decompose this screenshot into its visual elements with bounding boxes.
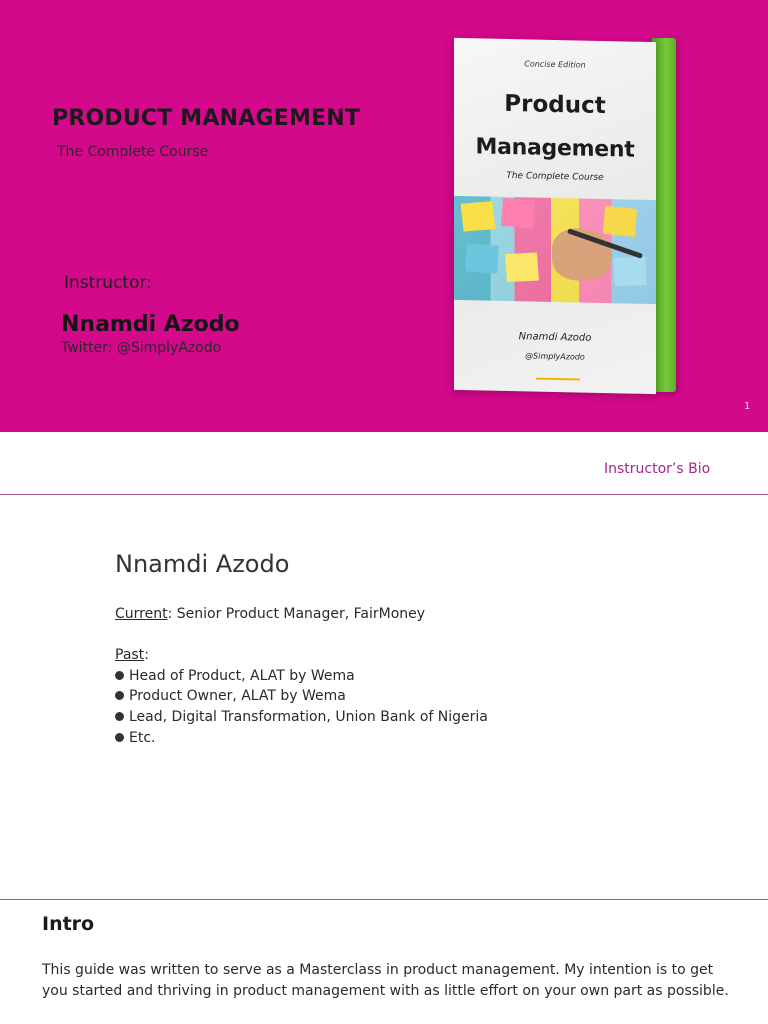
book-cover-image — [452, 34, 678, 396]
divider — [0, 899, 768, 900]
instructor-twitter: Twitter: @SimplyAzodo — [61, 340, 222, 356]
bullet-icon — [115, 712, 124, 721]
book-front — [454, 38, 656, 394]
bullet-icon — [115, 691, 124, 700]
book-author: Nnamdi Azodo — [518, 331, 592, 344]
section-header: Instructor’s Bio — [604, 461, 711, 477]
book-handle: @SimplyAzodo — [525, 351, 585, 362]
list-item — [115, 688, 346, 704]
sticky-note — [501, 198, 535, 229]
sticky-note — [461, 201, 496, 232]
sticky-notes-photo — [454, 196, 656, 304]
book-title-line2: Management — [475, 134, 635, 163]
past-item: Lead, Digital Transformation, Union Bank of Nigeria — [129, 709, 488, 725]
instructor-name: Nnamdi Azodo — [61, 312, 240, 337]
sticky-note — [505, 253, 539, 283]
book-accent-line — [536, 378, 580, 381]
sticky-note — [465, 243, 498, 273]
bullet-icon — [115, 733, 124, 742]
cover-subtitle: The Complete Course — [57, 144, 209, 160]
past-colon: : — [144, 647, 149, 663]
current-role — [115, 606, 425, 622]
bio-name: Nnamdi Azodo — [115, 550, 290, 578]
sticky-note — [603, 206, 637, 237]
intro-heading: Intro — [42, 913, 95, 935]
page-number: 1 — [744, 401, 751, 412]
past-label: Past — [115, 647, 145, 663]
current-label: Current — [115, 606, 168, 622]
sticky-note — [613, 257, 646, 286]
cover-title: PRODUCT MANAGEMENT — [52, 106, 361, 131]
past-item: Head of Product, ALAT by Wema — [129, 668, 355, 684]
list-item — [115, 730, 155, 746]
current-value: : Senior Product Manager, FairMoney — [167, 606, 426, 622]
divider — [0, 494, 768, 495]
cover-slide — [0, 0, 768, 432]
past-item: Product Owner, ALAT by Wema — [129, 688, 346, 704]
instructor-label: Instructor: — [64, 273, 152, 293]
bullet-icon — [115, 671, 124, 680]
list-item — [115, 709, 488, 725]
intro-body: This guide was written to serve as a Masterclass in product management. My intention is to get you started and thriving in product management with as little effort on your own part as possible. — [42, 962, 729, 999]
list-item — [115, 668, 355, 684]
past-item: Etc. — [129, 730, 156, 746]
past-heading — [115, 647, 149, 663]
book-edition: Concise Edition — [524, 59, 586, 70]
book-subtitle: The Complete Course — [506, 170, 604, 184]
book-title-line1: Product — [504, 90, 606, 120]
